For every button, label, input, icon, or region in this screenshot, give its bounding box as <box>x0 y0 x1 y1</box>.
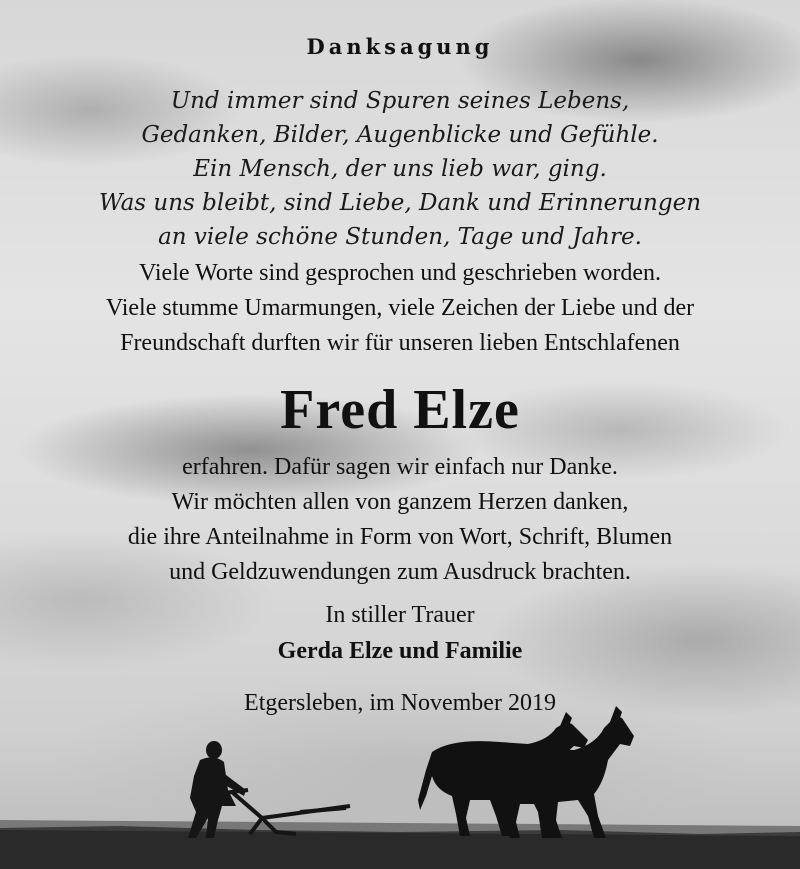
paragraph-line: Viele stumme Umarmungen, viele Zeichen der Liebe und der <box>105 295 695 321</box>
poem-line: an viele schöne Stunden, Tage und Jahre. <box>158 224 642 250</box>
paragraph-line: und Geldzuwendungen zum Ausdruck brachten. <box>169 559 631 585</box>
paragraph-line: erfahren. Dafür sagen wir einfach nur Danke. <box>182 454 618 480</box>
paragraph-line: die ihre Anteilnahme in Form von Wort, Schrift, Blumen <box>127 524 673 550</box>
signature-family: Gerda Elze und Familie <box>277 638 523 664</box>
signature-block <box>0 597 800 669</box>
poem-line: Ein Mensch, der uns lieb war, ging. <box>193 156 607 182</box>
poem-line: Und immer sind Spuren seines Lebens, <box>170 88 630 114</box>
paragraph-line: Freundschaft durften wir für unseren lieben Entschlafenen <box>120 330 680 356</box>
heading-danksagung: Danksagung <box>306 34 494 59</box>
signature-intro: In stiller Trauer <box>325 602 475 628</box>
place-and-date: Etgersleben, im November 2019 <box>244 690 556 716</box>
thanks-paragraph-intro <box>0 256 800 361</box>
thanks-paragraph-main <box>0 450 800 590</box>
deceased-name: Fred Elze <box>280 379 520 441</box>
paragraph-line: Wir möchten allen von ganzem Herzen danken, <box>171 489 629 515</box>
paragraph-line: Viele Worte sind gesprochen und geschrieben worden. <box>138 260 662 286</box>
poem-line: Gedanken, Bilder, Augenblicke und Gefühle. <box>141 122 659 148</box>
poem-line: Was uns bleibt, sind Liebe, Dank und Erinnerungen <box>98 190 702 216</box>
memorial-poem <box>0 84 800 254</box>
